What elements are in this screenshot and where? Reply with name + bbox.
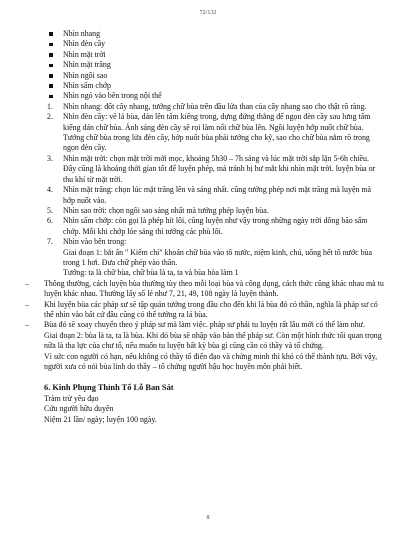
item-text: Nhìn mặt trăng: chọn lúc mặt trăng lên và sáng nhất. cũng tướng phép nơi mặt trăng mà luyện mà hớp nuốt vào. [63, 185, 372, 205]
item-text: Nhìn mặt trời: chọn mặt trời mới mọc, khoảng 5h30 – 7h sáng và lúc mặt trời sắp lặn 5-6h chiều. [63, 153, 369, 163]
item-number: 2. [47, 112, 53, 122]
section-line: Niệm 21 lần/ ngày; luyện 100 ngày. [44, 414, 157, 424]
item-number: 3. [47, 153, 53, 163]
item-text: Tướng chữ bùa trong lửa đèn cầy, hớp nuốt bùa phải tướng cho kỹ, sao cho chữ bùa nằm rõ trong ngọn đèn cầy. [63, 133, 370, 153]
dash-note-list [44, 279, 384, 331]
item-number: 7. [47, 237, 53, 247]
body-paragraph: Vì sức con người có hạn, nếu không có thầy tổ điển đạo và chứng minh thì khó có thể thành tựu. Bởi vậy, người xưa có nói bùa linh do thầy – tổ chứng người hậu học huyền môn phải biết. [44, 351, 378, 371]
bullet-item: Nhìn đèn cầy [44, 39, 384, 49]
bullet-item: Nhìn mặt trăng [44, 60, 384, 70]
numbered-item [44, 102, 384, 112]
item-text: Nhìn nhang: đốt cây nhang, tướng chữ bùa trên đầu lửa than của cây nhang sao cho thật rõ ràng. [63, 101, 367, 111]
method-bullet-list [44, 29, 384, 102]
section-line: Cứu người hữu duyên [44, 404, 114, 414]
section-heading: 6. Kinh Phụng Thỉnh Tổ Lỗ Ban Sát [44, 383, 174, 393]
bullet-item: Nhìn mặt trời [44, 50, 384, 60]
item-text: Nhìn đèn cầy: vẽ lá bùa, dán lên tấm kiếng trong, dựng đứng thẳng để ngọn đèn cầy sau lưng tấm kiếng dán chữ bùa. Ánh sáng đèn cầy sẽ rọi làm nổi chữ bùa lên. Ngồi luyện hớp nuốt chữ bùa. [63, 112, 371, 132]
numbered-item [44, 216, 384, 237]
item-number: 5. [47, 205, 53, 215]
dash-item: – Khi luyện bùa các pháp sư sẽ tập quán tướng trong đầu cho đến khi lá bùa đó có thần, nghĩa là pháp sư có thể nhìn vào bất cứ đâu cũng có thể tướng ra lá bùa. [25, 300, 384, 321]
item-number: 6. [47, 216, 53, 226]
item-text: Đây cũng là khoảng thời gian tốt để luyện phép, mà tránh bị hư mắt khi nhìn mặt trời. luyện bùa or thu khí từ mặt trời. [63, 164, 376, 184]
body-paragraph: Giai đoạn 2: bùa là ta, ta là bùa. Khi đó bùa sẽ nhập vào bản thể pháp sư. Còn một hình thức tối quan trọng nữa là tha lực của chư tổ, nếu muốn tu luyện bất kỳ bùa gì cũng cần có thầy và tổ chứng. [44, 330, 382, 351]
item-text: Nhìn vào bên trong: [63, 237, 127, 247]
dash-item: – Bùa đó sẽ xoay chuyển theo ý pháp sư mà làm việc. pháp sư phải tu luyện rất lâu mới có thể làm như. [25, 320, 384, 330]
dash-item: – Thông thường, cách luyện bùa thường tùy theo mỗi loại bùa và công dụng, cách thức cũng khác nhau mà tu luyện khác nhau. Thường lấy số lẻ như 7, 21, 49, 108 ngày là luyện thành. [25, 279, 384, 300]
section-line: Tràm trừ yêu đạo [44, 393, 99, 403]
item-text: Nhìn sấm chớp: còn gọi là phép hít lôi, cũng luyện như vậy trong những ngày trời dông bão sấm chớp. Mỗi khi chớp lóe sáng thì tướng các phù lôi. [63, 216, 368, 236]
item-number: 4. [47, 185, 53, 195]
bullet-item: Nhìn nhang [44, 29, 384, 39]
bullet-item: Nhìn ngôi sao [44, 71, 384, 81]
numbered-item [44, 154, 384, 185]
bullet-item: Nhìn ngó vào bên trong nội thể [44, 91, 384, 101]
numbered-item [44, 185, 384, 206]
document-body [44, 29, 384, 425]
numbered-method-list [44, 102, 384, 279]
item-text: Giai đoạn 1: bắt ấn " Kiếm chỉ" khoán chữ bùa vào tô nước, niệm kinh, chú, uống hết tô nước bùa trong 1 hơi. Đưa chữ phép vào thân. [63, 247, 372, 267]
numbered-item [44, 206, 384, 216]
item-text: Nhìn sao trời: chọn ngôi sao sáng nhất mà tướng phép luyện bùa. [63, 205, 269, 215]
page-number: 8 [206, 515, 210, 521]
numbered-item [44, 112, 384, 154]
numbered-item [44, 237, 384, 279]
page-counter: 72/132 [199, 10, 217, 16]
bullet-item: Nhìn sấm chớp [44, 81, 384, 91]
item-text: Tướng: ta là chữ bùa, chữ bùa là ta, ta và bùa hòa làm 1 [63, 268, 239, 278]
item-number: 1. [47, 101, 53, 111]
